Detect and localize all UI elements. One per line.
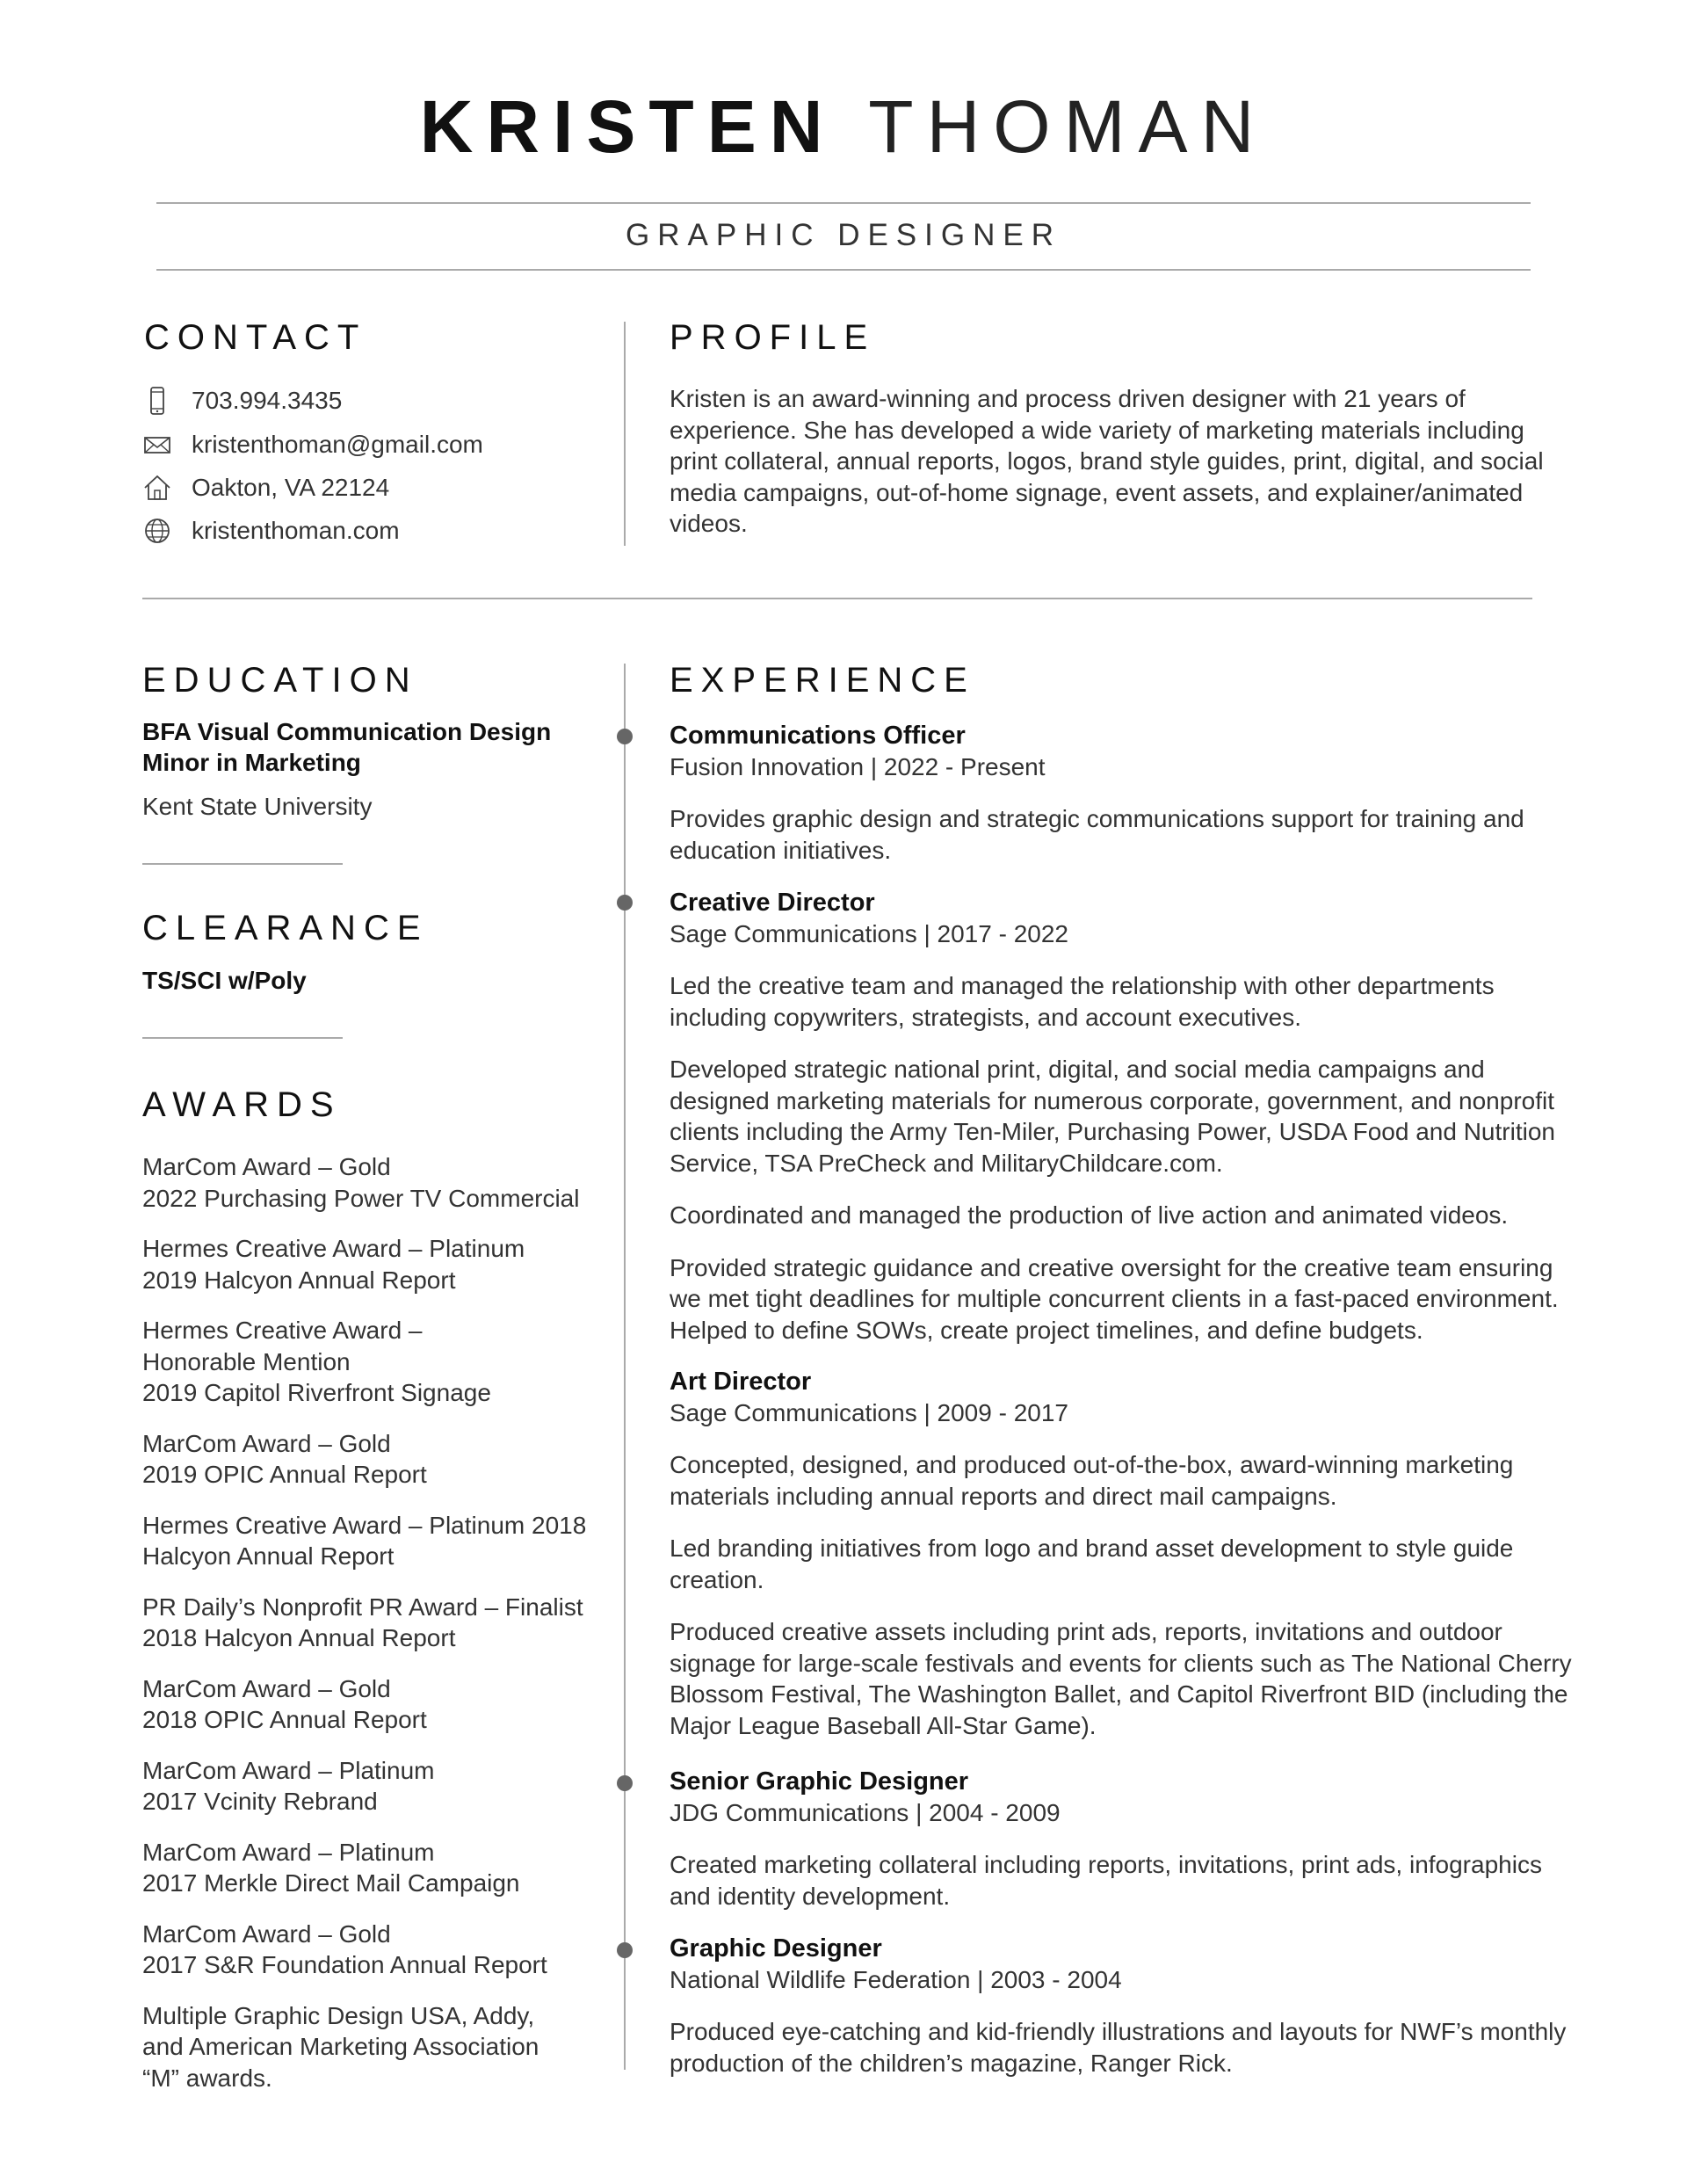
job-entry [670, 1367, 1575, 1741]
job-description: Created marketing collateral including reports, invitations, print ads, infographics and identity development. [670, 1851, 1542, 1910]
job-description: Produced creative assets including print ads, reports, invitations and outdoor signage for large-scale festivals and events for clients such as The National Cherry Blossom Festival, The Washington Ballet, and Capitol Riverfront BID (including the Major League Baseball All-Star Game). [670, 1618, 1572, 1739]
website[interactable]: kristenthoman.com [192, 517, 400, 544]
award-line: 2018 Halcyon Annual Report [142, 1624, 456, 1651]
award-line: 2019 Halcyon Annual Report [142, 1266, 456, 1294]
award-line: PR Daily’s Nonprofit PR Award – Finalist [142, 1593, 583, 1621]
education-school: Kent State University [142, 793, 373, 820]
award-line: MarCom Award – Gold [142, 1919, 391, 1948]
award-line: “M” awards. [142, 2064, 272, 2092]
job-description: Coordinated and managed the production of live action and animated videos. [670, 1201, 1509, 1229]
award-line: 2017 Vcinity Rebrand [142, 1788, 378, 1815]
header-divider-top [156, 202, 1531, 204]
award-item [142, 1755, 634, 1818]
home-icon [142, 473, 172, 503]
award-line: MarCom Award – Platinum [142, 1838, 435, 1866]
award-line: MarCom Award – Gold [142, 1429, 391, 1457]
job-description: Concepted, designed, and produced out-of-the-box, award-winning marketing materials including annual reports and direct mail campaigns. [670, 1451, 1514, 1510]
job-company-dates: National Wildlife Federation | 2003 - 2004 [670, 1966, 1122, 1993]
award-line: 2019 OPIC Annual Report [142, 1461, 427, 1488]
award-item [142, 1151, 634, 1214]
mail-icon [142, 430, 172, 460]
award-item [142, 1673, 634, 1736]
award-line: MarCom Award – Platinum [142, 1756, 435, 1784]
award-line: Multiple Graphic Design USA, Addy, [142, 2001, 535, 2029]
job-entry [670, 1934, 1575, 2079]
job-title: Creative Director [670, 889, 875, 917]
award-line: 2017 S&R Foundation Annual Report [142, 1951, 547, 1978]
location: Oakton, VA 22124 [192, 474, 390, 501]
clearance-value: TS/SCI w/Poly [142, 967, 307, 994]
phone-icon [142, 386, 172, 416]
timeline-dot [617, 729, 633, 744]
job-entry [670, 1767, 1575, 1912]
award-item [142, 1428, 634, 1491]
phone-number[interactable]: 703.994.3435 [192, 387, 343, 414]
award-line: Hermes Creative Award – [142, 1317, 423, 1344]
first-name: KRISTEN [419, 85, 836, 168]
job-title: Art Director [670, 1368, 812, 1396]
award-line: 2019 Capitol Riverfront Signage [142, 1379, 491, 1406]
award-line: 2022 Purchasing Power TV Commercial [142, 1184, 580, 1212]
clearance-divider [142, 1037, 343, 1039]
job-description: Led the creative team and managed the relationship with other departments including copywriters, strategists, and account executives. [670, 972, 1495, 1031]
award-line: 2017 Merkle Direct Mail Campaign [142, 1869, 520, 1897]
award-line: Hermes Creative Award – Platinum [142, 1235, 525, 1262]
header-divider-bottom [156, 269, 1531, 271]
job-description: Produced eye-catching and kid-friendly illustrations and layouts for NWF’s monthly production of the children’s magazine, Ranger Rick. [670, 2018, 1567, 2077]
award-item [142, 1592, 634, 1654]
job-title: Communications Officer [670, 722, 966, 750]
email-address[interactable]: kristenthoman@gmail.com [192, 431, 483, 458]
experience-heading: EXPERIENCE [670, 661, 975, 700]
job-entry [670, 721, 1575, 866]
profile-heading: PROFILE [670, 318, 876, 357]
awards-heading: AWARDS [142, 1085, 342, 1124]
award-item [142, 1837, 634, 1899]
job-company-dates: Sage Communications | 2017 - 2022 [670, 920, 1068, 947]
award-line: Halcyon Annual Report [142, 1542, 395, 1570]
award-line: 2018 OPIC Annual Report [142, 1706, 427, 1733]
award-item [142, 1233, 634, 1295]
award-line: MarCom Award – Gold [142, 1153, 391, 1180]
education-divider [142, 863, 343, 865]
award-line: Hermes Creative Award – Platinum 2018 [142, 1511, 587, 1539]
timeline-dot [617, 1775, 633, 1791]
contact-email [142, 427, 483, 462]
job-description: Led branding initiatives from logo and brand asset development to style guide creation. [670, 1535, 1514, 1593]
contact-phone [142, 383, 342, 418]
profile-text: Kristen is an award-winning and process driven designer with 21 years of experience. She has developed a wide variety of marketing materials including print collateral, annual reports, logos, brand style guides, print, digital, and social media campaigns, out-of-home signage, event assets, and explainer/animated videos. [670, 385, 1544, 537]
globe-icon [142, 516, 172, 546]
clearance-heading: CLEARANCE [142, 909, 429, 947]
minor-line: Minor in Marketing [142, 749, 361, 776]
timeline-dot [617, 895, 633, 911]
award-item [142, 1919, 634, 1981]
timeline-line [624, 664, 626, 2070]
award-item [142, 2000, 634, 2094]
job-company-dates: JDG Communications | 2004 - 2009 [670, 1799, 1061, 1826]
job-company-dates: Fusion Innovation | 2022 - Present [670, 753, 1046, 780]
award-item [142, 1315, 634, 1409]
job-title: Graphic Designer [670, 1934, 882, 1963]
job-description: Developed strategic national print, digital, and social media campaigns and designed marketing materials for numerous corporate, government, and nonprofit clients including the Army Ten-Miler, Purchasing Power, USDA Food and Nutrition Service, TSA PreCheck and MilitaryChildcare.com. [670, 1056, 1555, 1177]
degree-line: BFA Visual Communication Design [142, 718, 552, 745]
education-heading: EDUCATION [142, 661, 418, 700]
column-divider-top [624, 322, 626, 546]
award-line: MarCom Award – Gold [142, 1674, 391, 1702]
awards-list [142, 1151, 634, 2113]
contact-location [142, 470, 389, 505]
contact-heading: CONTACT [144, 318, 367, 357]
section-divider [142, 598, 1532, 599]
resume-name [0, 85, 1687, 168]
award-item [142, 1510, 634, 1572]
job-description: Provides graphic design and strategic communications support for training and education initiatives. [670, 805, 1524, 864]
education-degree [142, 716, 634, 778]
job-title: Senior Graphic Designer [670, 1767, 969, 1796]
timeline-dot [617, 1942, 633, 1958]
job-title-heading: GRAPHIC DESIGNER [626, 218, 1061, 252]
job-description: Provided strategic guidance and creative oversight for the creative team ensuring we met tight deadlines for multiple concurrent clients in a fast-paced environment. Helped to define SOWs, create project timelines, and define budgets. [670, 1253, 1559, 1344]
job-entry [670, 888, 1575, 1346]
job-company-dates: Sage Communications | 2009 - 2017 [670, 1399, 1068, 1426]
contact-website [142, 513, 400, 548]
award-line: and American Marketing Association [142, 2033, 539, 2060]
last-name: THOMAN [868, 85, 1268, 168]
award-line: Honorable Mention [142, 1347, 351, 1375]
